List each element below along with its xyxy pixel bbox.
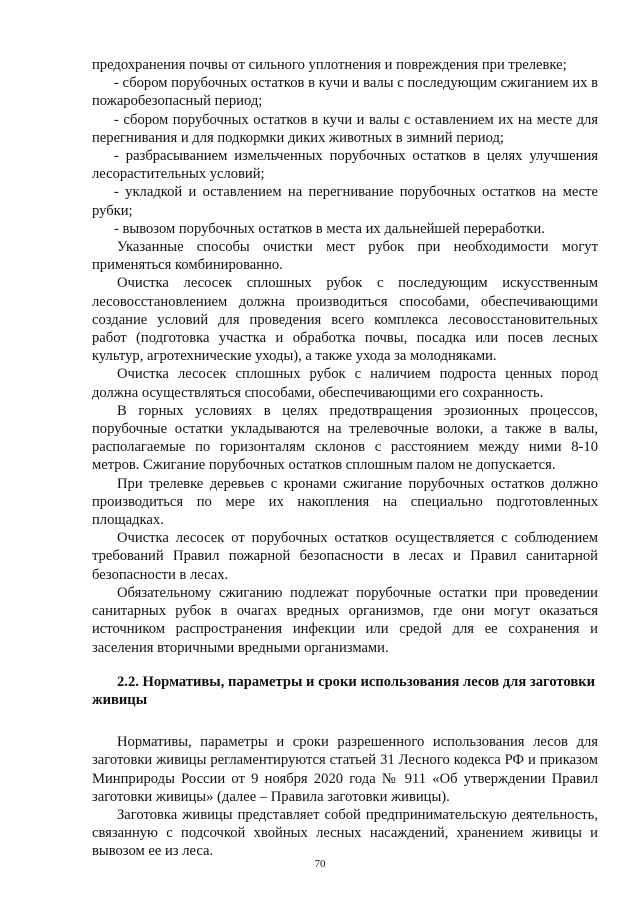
list-item: - сбором порубочных остатков в кучи и валы с оставлением их на месте для перегнивания и для подкормки диких животных в зимний период; [92,111,598,146]
paragraph: В горных условиях в целях предотвращения эрозионных процессов, порубочные остатки укладываются на трелевочные волоки, а также в валы, располагаемые по горизонталям склонов с расстоянием между ними 8-10 метров. Сжигание порубочных остатков сплошным палом не допускается. [92,402,598,474]
paragraph: предохранения почвы от сильного уплотнения и повреждения при трелевке; [92,57,567,73]
paragraph: Очистка лесосек от порубочных остатков осуществляется с соблюдением требований Правил пожарной безопасности в лесах и Правил санитарной безопасности в лесах. [92,530,598,583]
list-item: - разбрасыванием измельченных порубочных остатков в целях улучшения лесорастительных условий; [92,148,598,183]
paragraph: Очистка лесосек сплошных рубок с последующим искусственным лесовосстановлением должна производиться способами, обеспечивающими создание условий для проведения всего комплекса лесовосстановительных работ (подготовка участка и обработка почвы, посадка или посев лесных культур, агротехнические уходы), а также ухода за молодняками. [92,275,598,365]
list-item: - сбором порубочных остатков в кучи и валы с последующим сжиганием их в пожаробезопасный период; [92,75,598,110]
page-number: 70 [314,858,326,870]
paragraph: Заготовка живицы представляет собой предпринимательскую деятельность, связанную с подсочкой хвойных лесных насаждений, хранением живицы и вывозом ее из леса. [92,806,598,860]
paragraph: Указанные способы очистки мест рубок при необходимости могут применяться комбинированно. [92,239,598,274]
paragraph: Обязательному сжиганию подлежат порубочные остатки при проведении санитарных рубок в очагах вредных организмов, где они могут оказаться источником распространения инфекции или средой для ее сохранения и заселения вторичными вредными организмами. [92,584,598,656]
list-item: - укладкой и оставлением на перегнивание порубочных остатков на месте рубки; [92,184,598,219]
paragraph: При трелевке деревьев с кронами сжигание порубочных остатков должно производиться по мере их накопления на специально подготовленных площадках. [92,475,598,529]
section-heading: 2.2. Нормативы, параметры и сроки использования лесов для заготовки живицы [92,673,596,708]
paragraph: Очистка лесосек сплошных рубок с наличием подроста ценных пород должна осуществляться способами, обеспечивающими его сохранность. [92,366,598,401]
document-page [92,56,598,861]
paragraph: Нормативы, параметры и сроки разрешенного использования лесов для заготовки живицы регламентируются статьей 31 Лесного кодекса РФ и приказом Минприроды России от 9 ноября 2020 года № 911 «Об утверждении Правил заготовки живицы» (далее – Правила заготовки живицы). [92,734,598,805]
list-item: - вывозом порубочных остатков в места их дальнейшей переработки. [114,220,545,237]
